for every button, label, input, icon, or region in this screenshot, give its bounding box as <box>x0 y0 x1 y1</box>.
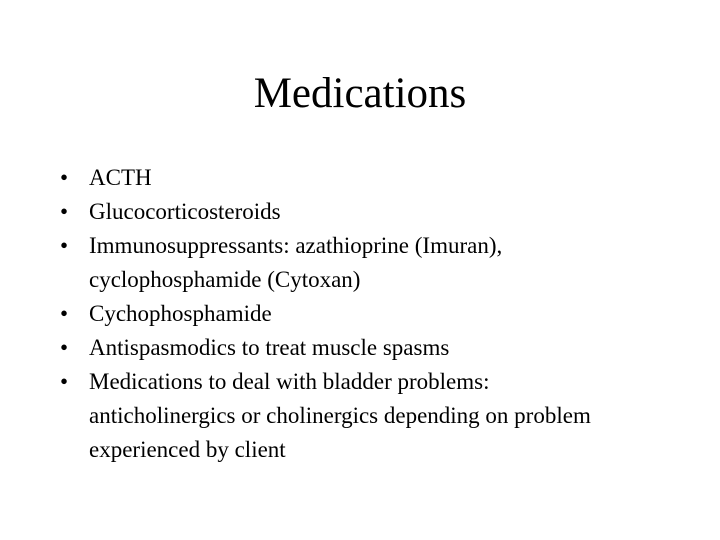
bullet-dot-icon: • <box>59 335 69 360</box>
bullet-dot-icon: • <box>59 301 69 326</box>
bullet-text-line: Antispasmodics to treat muscle spasms <box>89 335 450 360</box>
bullet-dot-icon: • <box>59 165 69 190</box>
bullet-item <box>54 365 694 467</box>
bullet-text-line: anticholinergics or cholinergics depending on problem <box>89 403 591 428</box>
bullet-item <box>54 229 694 297</box>
bullet-text-line: Medications to deal with bladder problems: <box>89 369 490 394</box>
bullet-item <box>54 331 694 365</box>
bullet-text-line: cyclophosphamide (Cytoxan) <box>89 267 361 292</box>
bullet-dot-icon: • <box>59 233 69 258</box>
bullet-list <box>54 161 694 467</box>
bullet-text-line: ACTH <box>89 165 152 190</box>
bullet-text-line: Glucocorticosteroids <box>89 199 281 224</box>
bullet-item <box>54 161 694 195</box>
slide-title: Medications <box>253 70 467 117</box>
bullet-dot-icon: • <box>59 369 69 394</box>
bullet-dot-icon: • <box>59 199 69 224</box>
bullet-item <box>54 297 694 331</box>
bullet-text-line: experienced by client <box>89 437 286 462</box>
bullet-item <box>54 195 694 229</box>
bullet-text-line: Immunosuppressants: azathioprine (Imuran), <box>89 233 503 258</box>
bullet-text-line: Cychophosphamide <box>89 301 272 326</box>
